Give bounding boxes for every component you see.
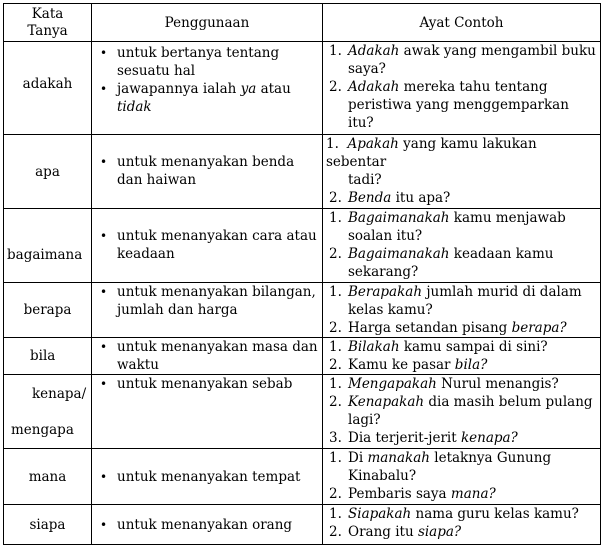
usage-bullet: • untuk menanyakan benda dan haiwan (95, 153, 319, 189)
usage-bullet: • untuk menanyakan cara atau keadaan (95, 227, 319, 263)
kata-tanya-cell: adakah (4, 42, 92, 135)
penggunaan-cell (92, 283, 323, 338)
example-item: 1. Mengapakah Nurul menangis? (329, 376, 559, 392)
usage-bullet: • untuk bertanya tentang sesuatu hal (95, 44, 319, 80)
table-row (4, 283, 601, 338)
table-header-row (4, 4, 601, 42)
example-item: 1. Siapakah nama guru kelas kamu? (329, 506, 579, 522)
question-words-table (3, 3, 601, 545)
ayat-contoh-cell (323, 42, 601, 135)
usage-bullet: • untuk menanyakan orang (95, 516, 319, 534)
example-item: 2. Benda itu apa? (329, 190, 451, 206)
penggunaan-cell (92, 209, 323, 283)
example-item: 1. Bagaimanakah kamu menjawab soalan itu? (329, 210, 566, 244)
example-item: 1. Berapakah jumlah murid di dalam kelas kamu? (329, 284, 582, 318)
penggunaan-cell (92, 375, 323, 449)
table-row (4, 375, 601, 449)
header-ayat-contoh: Ayat Contoh (323, 4, 601, 42)
ayat-contoh-cell (323, 375, 601, 449)
ayat-contoh-cell (323, 505, 601, 545)
kata-tanya-cell: bila (4, 338, 92, 375)
example-item: 2. Harga setandan pisang berapa? (329, 320, 567, 336)
example-item: 3. Dia terjerit-jerit kenapa? (329, 430, 518, 446)
penggunaan-cell (92, 449, 323, 505)
penggunaan-cell (92, 338, 323, 375)
ayat-contoh-cell (323, 449, 601, 505)
penggunaan-cell (92, 135, 323, 209)
ayat-contoh-cell (323, 283, 601, 338)
kata-tanya-cell: mana (4, 449, 92, 505)
usage-bullet: • untuk menanyakan sebab (95, 375, 319, 393)
ayat-contoh-cell (323, 209, 601, 283)
table-row (4, 209, 601, 283)
example-item: 2. Orang itu siapa? (329, 524, 462, 540)
table-row (4, 338, 601, 375)
ayat-contoh-cell (323, 135, 601, 209)
kata-tanya-cell: kenapa/ mengapa (4, 375, 92, 449)
example-item: 1. Di manakah letaknya Gunung Kinabalu? (329, 450, 552, 484)
kata-tanya-cell: bagaimana (4, 209, 92, 283)
usage-bullet: • untuk menanyakan tempat (95, 468, 319, 486)
header-kata-tanya: Kata Tanya (4, 4, 92, 42)
example-item: 2. Adakah mereka tahu tentang peristiwa yang menggemparkan itu? (329, 79, 569, 131)
usage-bullet: • jawapannya ialah ya atau tidak (95, 80, 319, 116)
example-item: 1. Apakah yang kamu lakukan sebentar (326, 136, 537, 170)
header-penggunaan: Penggunaan (92, 4, 323, 42)
table-row (4, 505, 601, 545)
table-row (4, 42, 601, 135)
example-item: 1. Bilakah kamu sampai di sini? (329, 339, 548, 355)
example-item: 2. Bagaimanakah keadaan kamu sekarang? (329, 246, 554, 280)
example-continuation: tadi? (348, 172, 382, 188)
example-item: 2. Kenapakah dia masih belum pulang lagi? (329, 394, 593, 428)
kata-tanya-cell: berapa (4, 283, 92, 338)
example-item: 1. Adakah awak yang mengambil buku saya? (329, 43, 596, 77)
table-row (4, 135, 601, 209)
kata-tanya-cell: siapa (4, 505, 92, 545)
usage-bullet: • untuk menanyakan masa dan waktu (95, 338, 319, 374)
penggunaan-cell (92, 505, 323, 545)
penggunaan-cell (92, 42, 323, 135)
kata-tanya-cell: apa (4, 135, 92, 209)
example-item: 2. Pembaris saya mana? (329, 486, 496, 502)
table-row (4, 449, 601, 505)
ayat-contoh-cell (323, 338, 601, 375)
usage-bullet: • untuk menanyakan bilangan, jumlah dan harga (95, 283, 319, 319)
example-item: 2. Kamu ke pasar bila? (329, 357, 488, 373)
